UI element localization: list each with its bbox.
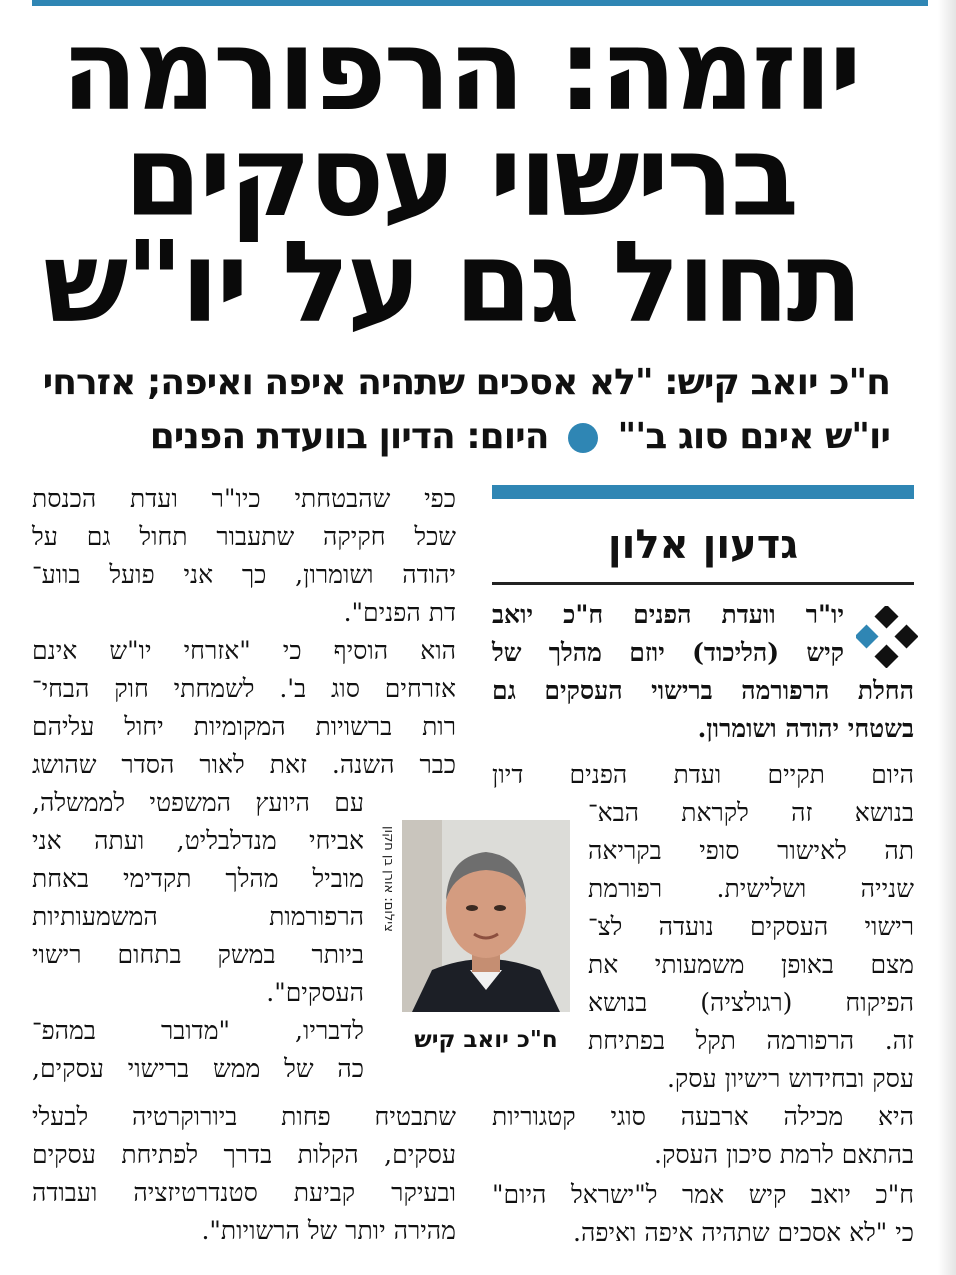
subheadline bbox=[42, 356, 890, 464]
right-column-paragraph-2-narrow bbox=[588, 794, 914, 1098]
paragraph-line: עם היועץ המשפטי לממשלה, bbox=[32, 788, 364, 817]
paragraph-line: רישוי העסקים נועדה לצ־ bbox=[588, 912, 914, 941]
paragraph-line: שנייה ושלישית. רפורמת bbox=[588, 874, 914, 903]
headline-line-1: יוזמה: הרפורמה bbox=[61, 6, 859, 136]
intro-line: קיש (הליכוד) יוזם מהלך של bbox=[492, 638, 844, 667]
paragraph-line: מהירה יותר של הרשויות". bbox=[201, 1216, 456, 1245]
portrait-photo bbox=[402, 820, 570, 1012]
column-accent-rule bbox=[492, 485, 914, 499]
photo-credit: צילום: אורן בן חקון bbox=[381, 826, 396, 932]
paragraph-line: מוביל מהלך תקדימי באחת bbox=[32, 864, 364, 893]
paragraph-line: רות ברשויות המקומיות יחול עליהם bbox=[32, 712, 456, 741]
headline-line-3: תחול גם על יו"ש bbox=[43, 218, 860, 348]
author-byline: גדעון אלון bbox=[492, 510, 914, 585]
bullet-dot-icon bbox=[568, 423, 598, 453]
subhead-line-2 bbox=[60, 410, 890, 464]
paragraph-line: אביחי מנדלבליט, ועתה אני bbox=[32, 826, 364, 855]
paragraph-line: מצם באופן משמעותי את bbox=[588, 950, 914, 979]
paragraph-line: עסק ובחידוש רישיון עסק. bbox=[666, 1064, 914, 1093]
paragraph-line: זה. הרפורמה תקל בפתיחת bbox=[588, 1026, 914, 1055]
paragraph-line: הפיקוח (רגולציה) בנושא bbox=[588, 988, 914, 1017]
diamond-cluster-icon bbox=[856, 606, 918, 668]
paragraph-line: שתבטיח פחות ביורוקרטיה לבעלי bbox=[32, 1102, 456, 1131]
right-column-paragraph-2-bottom bbox=[492, 1098, 914, 1174]
paragraph-line: ובעיקר קביעת סטנדרטיזציה ועבודה bbox=[32, 1178, 456, 1207]
paragraph-line: כה של ממש ברישוי עסקים, bbox=[32, 1054, 364, 1083]
paragraph-line: כבר השנה. זאת לאור הסדר שהושג bbox=[32, 750, 456, 779]
photo-caption: ח"כ יואב קיש bbox=[414, 1027, 558, 1053]
paragraph-line: היום תקיים ועדת הפנים דיון bbox=[492, 760, 914, 789]
paragraph-line: ח"כ יואב קיש אמר ל"ישראל היום" bbox=[492, 1180, 914, 1209]
right-column-paragraph-2-top bbox=[492, 756, 914, 794]
right-column-intro-wide bbox=[492, 672, 914, 748]
right-column-paragraph-3 bbox=[492, 1176, 914, 1252]
subhead-today: היום: הדיון בוועדת הפנים bbox=[149, 416, 549, 457]
left-column-top bbox=[32, 480, 456, 784]
paragraph-line: שכל חקיקה שתעבור תחול גם על bbox=[32, 522, 456, 551]
paragraph-line: העסקים". bbox=[266, 978, 364, 1007]
page-edge-shadow bbox=[938, 0, 956, 1275]
paragraph-line: כפי שהבטחתי כיו"ר ועדת הכנסת bbox=[32, 484, 456, 513]
paragraph-line: הוא הוסיף כי "אזרחי יו"ש אינם bbox=[32, 636, 456, 665]
portrait-illustration bbox=[402, 820, 570, 1012]
left-column-bottom bbox=[32, 1098, 456, 1250]
intro-line: החלת הרפורמה ברישוי העסקים גם bbox=[492, 676, 914, 705]
paragraph-line: הרפורמות המשמעותיות bbox=[32, 902, 364, 931]
paragraph-line: כי "לא אסכים שתהיה איפה ואיפה. bbox=[573, 1218, 914, 1247]
paragraph-line: תה לאישור סופי בקריאה bbox=[588, 836, 914, 865]
paragraph-line: דת הפנים". bbox=[343, 598, 456, 627]
paragraph-line: היא מכילה ארבעה סוגי קטגוריות bbox=[492, 1102, 914, 1131]
paragraph-line: לדבריו, "מדובר במהפ־ bbox=[32, 1016, 364, 1045]
subhead-quote-end: יו"ש אינם סוג ב'" bbox=[617, 416, 890, 457]
headline-line-2: ברישוי עסקים bbox=[123, 112, 797, 242]
subhead-line-1: ח"כ יואב קיש: "לא אסכים שתהיה איפה ואיפה; אזרחי bbox=[42, 362, 890, 403]
headline bbox=[43, 6, 860, 348]
intro-line: יו"ר וועדת הפנים ח"כ יואב bbox=[492, 600, 844, 629]
paragraph-line: עסקים, הקלות בדרך לפתיחת עסקים bbox=[32, 1140, 456, 1169]
left-column-beside-photo bbox=[32, 784, 364, 1088]
paragraph-line: אזרחים סוג ב'. לשמחתי חוק הבחי־ bbox=[32, 674, 456, 703]
intro-line: בשטחי יהודה ושומרון. bbox=[697, 714, 914, 743]
paragraph-line: בהתאם לרמת סיכון העסק. bbox=[654, 1140, 914, 1169]
paragraph-line: ביותר במשק בתחום רישוי bbox=[32, 940, 364, 969]
right-column-intro bbox=[492, 596, 844, 672]
paragraph-line: יהודה ושומרון, כך אני פועל בווע־ bbox=[32, 560, 456, 589]
paragraph-line: בנושא זה לקראת הבא־ bbox=[588, 798, 914, 827]
